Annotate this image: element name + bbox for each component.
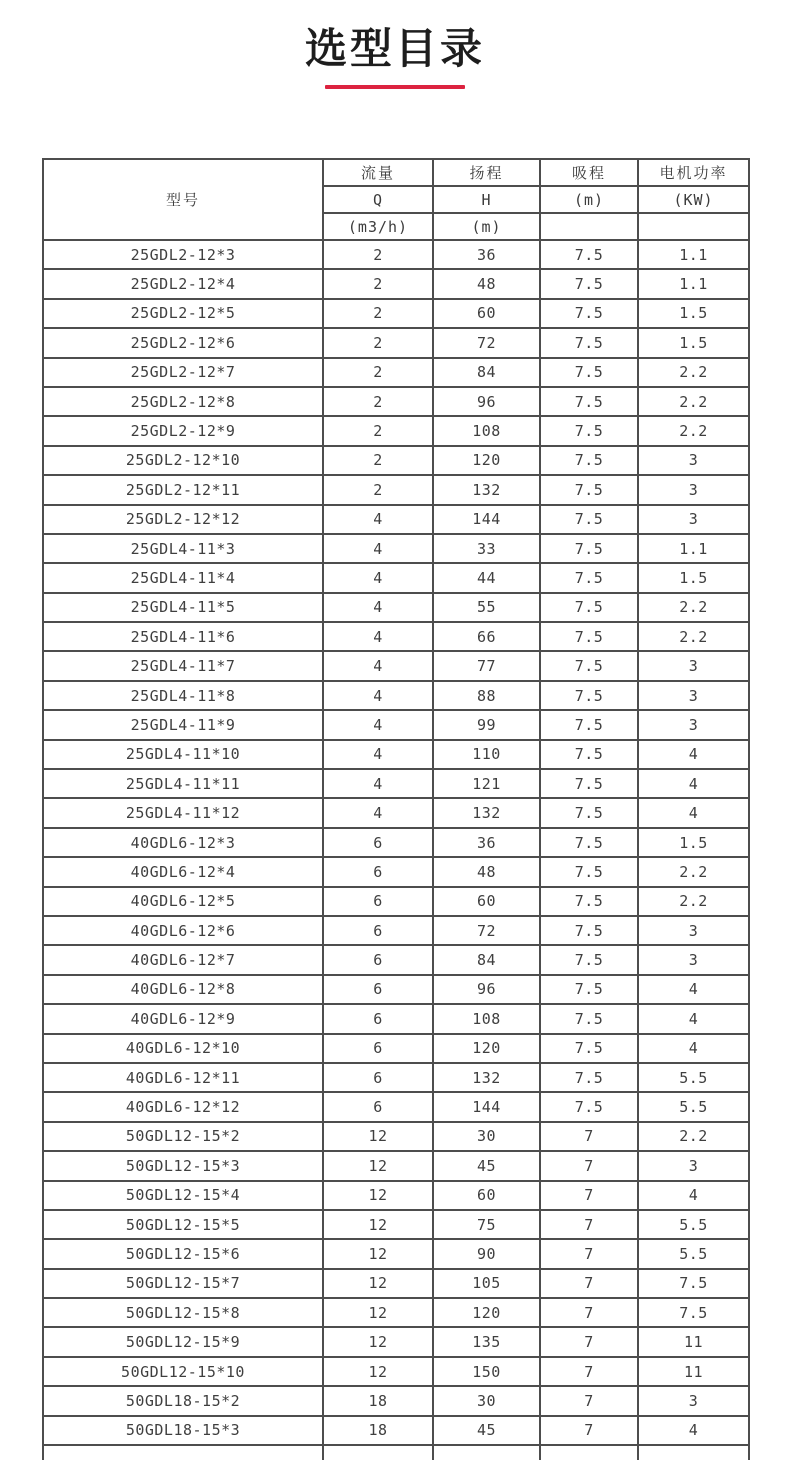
value-cell: 7.5 <box>540 387 638 416</box>
value-cell: 72 <box>433 328 540 357</box>
title-divider <box>325 85 465 89</box>
table-row <box>43 622 749 651</box>
value-cell: 4 <box>638 1416 749 1445</box>
value-cell: 36 <box>433 828 540 857</box>
value-cell: 1.5 <box>638 828 749 857</box>
value-cell: 7.5 <box>540 1034 638 1063</box>
value-cell: 6 <box>323 857 433 886</box>
empty-cell <box>323 1445 433 1460</box>
header-motor-power: 电机功率 <box>638 159 749 186</box>
model-cell: 40GDL6-12*8 <box>43 975 323 1004</box>
value-cell: 7.5 <box>540 269 638 298</box>
table-cutoff <box>43 1445 749 1460</box>
empty-cell <box>433 1445 540 1460</box>
header-model: 型号 <box>43 159 323 240</box>
table-header <box>43 159 749 240</box>
table-row <box>43 387 749 416</box>
value-cell: 48 <box>433 269 540 298</box>
header-head-symbol: H <box>433 186 540 213</box>
table-row <box>43 798 749 827</box>
value-cell: 6 <box>323 945 433 974</box>
header-motor-unit: (KW) <box>638 186 749 213</box>
value-cell: 7.5 <box>540 534 638 563</box>
value-cell: 4 <box>638 1034 749 1063</box>
model-cell: 25GDL2-12*12 <box>43 505 323 534</box>
value-cell: 60 <box>433 887 540 916</box>
value-cell: 2 <box>323 475 433 504</box>
value-cell: 144 <box>433 1092 540 1121</box>
table-row <box>43 975 749 1004</box>
value-cell: 2.2 <box>638 887 749 916</box>
value-cell: 7.5 <box>540 1092 638 1121</box>
empty-cell <box>638 1445 749 1460</box>
value-cell: 11 <box>638 1357 749 1386</box>
model-cell: 50GDL12-15*8 <box>43 1298 323 1327</box>
table-row <box>43 475 749 504</box>
table-row <box>43 1210 749 1239</box>
value-cell: 30 <box>433 1386 540 1415</box>
value-cell: 30 <box>433 1122 540 1151</box>
value-cell: 6 <box>323 1004 433 1033</box>
model-cell: 40GDL6-12*10 <box>43 1034 323 1063</box>
model-cell: 40GDL6-12*12 <box>43 1092 323 1121</box>
value-cell: 7.5 <box>540 299 638 328</box>
table-row <box>43 1063 749 1092</box>
value-cell: 6 <box>323 916 433 945</box>
model-cell: 25GDL4-11*6 <box>43 622 323 651</box>
value-cell: 1.1 <box>638 269 749 298</box>
value-cell: 90 <box>433 1239 540 1268</box>
model-cell: 40GDL6-12*7 <box>43 945 323 974</box>
value-cell: 7 <box>540 1151 638 1180</box>
value-cell: 5.5 <box>638 1210 749 1239</box>
value-cell: 6 <box>323 1092 433 1121</box>
model-cell: 25GDL4-11*10 <box>43 740 323 769</box>
value-cell: 7.5 <box>540 769 638 798</box>
value-cell: 132 <box>433 1063 540 1092</box>
model-cell: 25GDL4-11*5 <box>43 593 323 622</box>
value-cell: 7.5 <box>540 975 638 1004</box>
value-cell: 2.2 <box>638 1122 749 1151</box>
value-cell: 7.5 <box>540 798 638 827</box>
value-cell: 7.5 <box>540 681 638 710</box>
value-cell: 1.1 <box>638 534 749 563</box>
model-cell: 50GDL12-15*5 <box>43 1210 323 1239</box>
model-cell: 25GDL4-11*9 <box>43 710 323 739</box>
model-cell: 25GDL4-11*12 <box>43 798 323 827</box>
value-cell: 4 <box>638 769 749 798</box>
model-cell: 25GDL4-11*4 <box>43 563 323 592</box>
value-cell: 4 <box>638 798 749 827</box>
value-cell: 96 <box>433 387 540 416</box>
value-cell: 44 <box>433 563 540 592</box>
value-cell: 99 <box>433 710 540 739</box>
value-cell: 7.5 <box>540 857 638 886</box>
value-cell: 4 <box>323 534 433 563</box>
value-cell: 2.2 <box>638 358 749 387</box>
value-cell: 7.5 <box>540 945 638 974</box>
value-cell: 132 <box>433 475 540 504</box>
value-cell: 3 <box>638 651 749 680</box>
value-cell: 55 <box>433 593 540 622</box>
value-cell: 7 <box>540 1239 638 1268</box>
value-cell: 4 <box>638 1181 749 1210</box>
value-cell: 2 <box>323 299 433 328</box>
model-cell: 25GDL4-11*3 <box>43 534 323 563</box>
value-cell: 84 <box>433 945 540 974</box>
value-cell: 7.5 <box>540 622 638 651</box>
value-cell: 2 <box>323 240 433 269</box>
model-cell: 25GDL2-12*11 <box>43 475 323 504</box>
value-cell: 7 <box>540 1181 638 1210</box>
value-cell: 2 <box>323 269 433 298</box>
table-row <box>43 1122 749 1151</box>
value-cell: 12 <box>323 1239 433 1268</box>
value-cell: 132 <box>433 798 540 827</box>
value-cell: 4 <box>323 740 433 769</box>
value-cell: 120 <box>433 1034 540 1063</box>
value-cell: 66 <box>433 622 540 651</box>
selection-table <box>42 158 750 1460</box>
value-cell: 84 <box>433 358 540 387</box>
value-cell: 7.5 <box>540 446 638 475</box>
header-suction-unit: (m) <box>540 186 638 213</box>
value-cell: 6 <box>323 975 433 1004</box>
value-cell: 7 <box>540 1269 638 1298</box>
value-cell: 3 <box>638 681 749 710</box>
value-cell: 77 <box>433 651 540 680</box>
value-cell: 3 <box>638 475 749 504</box>
value-cell: 7 <box>540 1210 638 1239</box>
table-row <box>43 1416 749 1445</box>
value-cell: 2.2 <box>638 622 749 651</box>
value-cell: 4 <box>323 769 433 798</box>
value-cell: 3 <box>638 916 749 945</box>
value-cell: 48 <box>433 857 540 886</box>
value-cell: 88 <box>433 681 540 710</box>
model-cell: 25GDL2-12*6 <box>43 328 323 357</box>
value-cell: 4 <box>323 593 433 622</box>
model-cell: 40GDL6-12*5 <box>43 887 323 916</box>
table-row <box>43 358 749 387</box>
table-row <box>43 1004 749 1033</box>
table-row <box>43 916 749 945</box>
value-cell: 3 <box>638 505 749 534</box>
value-cell: 75 <box>433 1210 540 1239</box>
table-row <box>43 328 749 357</box>
model-cell: 25GDL2-12*7 <box>43 358 323 387</box>
value-cell: 7.5 <box>540 416 638 445</box>
value-cell: 72 <box>433 916 540 945</box>
table-row <box>43 446 749 475</box>
model-cell: 25GDL2-12*9 <box>43 416 323 445</box>
value-cell: 6 <box>323 1034 433 1063</box>
value-cell: 7.5 <box>638 1298 749 1327</box>
value-cell: 12 <box>323 1210 433 1239</box>
model-cell: 50GDL12-15*6 <box>43 1239 323 1268</box>
value-cell: 2.2 <box>638 857 749 886</box>
empty-cell <box>43 1445 323 1460</box>
page-title: 选型目录 <box>304 24 485 73</box>
value-cell: 7.5 <box>540 328 638 357</box>
value-cell: 12 <box>323 1181 433 1210</box>
value-cell: 7 <box>540 1357 638 1386</box>
value-cell: 1.1 <box>638 240 749 269</box>
table-row <box>43 740 749 769</box>
model-cell: 25GDL4-11*11 <box>43 769 323 798</box>
value-cell: 7 <box>540 1122 638 1151</box>
model-cell: 25GDL4-11*7 <box>43 651 323 680</box>
model-cell: 40GDL6-12*11 <box>43 1063 323 1092</box>
table-row <box>43 1269 749 1298</box>
table-row <box>43 1151 749 1180</box>
value-cell: 108 <box>433 1004 540 1033</box>
value-cell: 12 <box>323 1327 433 1356</box>
table-row <box>43 1181 749 1210</box>
table-row <box>43 887 749 916</box>
value-cell: 33 <box>433 534 540 563</box>
model-cell: 25GDL2-12*8 <box>43 387 323 416</box>
partial-row <box>43 1445 749 1460</box>
value-cell: 36 <box>433 240 540 269</box>
value-cell: 121 <box>433 769 540 798</box>
value-cell: 4 <box>323 622 433 651</box>
table-row <box>43 857 749 886</box>
header-empty-cell <box>540 213 638 240</box>
table-body <box>43 240 749 1445</box>
value-cell: 6 <box>323 828 433 857</box>
value-cell: 7.5 <box>540 1004 638 1033</box>
table-row <box>43 710 749 739</box>
value-cell: 60 <box>433 1181 540 1210</box>
value-cell: 7.5 <box>540 1063 638 1092</box>
value-cell: 2 <box>323 328 433 357</box>
model-cell: 50GDL12-15*2 <box>43 1122 323 1151</box>
value-cell: 120 <box>433 1298 540 1327</box>
value-cell: 7.5 <box>540 358 638 387</box>
value-cell: 3 <box>638 945 749 974</box>
value-cell: 7.5 <box>540 475 638 504</box>
model-cell: 25GDL2-12*4 <box>43 269 323 298</box>
table-row <box>43 269 749 298</box>
model-cell: 50GDL12-15*4 <box>43 1181 323 1210</box>
value-cell: 108 <box>433 416 540 445</box>
value-cell: 7.5 <box>540 828 638 857</box>
value-cell: 1.5 <box>638 299 749 328</box>
empty-cell <box>540 1445 638 1460</box>
value-cell: 12 <box>323 1151 433 1180</box>
value-cell: 2 <box>323 358 433 387</box>
table-row <box>43 769 749 798</box>
value-cell: 45 <box>433 1151 540 1180</box>
value-cell: 4 <box>323 651 433 680</box>
value-cell: 2 <box>323 446 433 475</box>
value-cell: 11 <box>638 1327 749 1356</box>
value-cell: 4 <box>323 710 433 739</box>
value-cell: 12 <box>323 1298 433 1327</box>
value-cell: 7.5 <box>540 740 638 769</box>
value-cell: 2 <box>323 387 433 416</box>
value-cell: 18 <box>323 1386 433 1415</box>
value-cell: 4 <box>638 740 749 769</box>
value-cell: 4 <box>323 563 433 592</box>
table-row <box>43 240 749 269</box>
value-cell: 7 <box>540 1386 638 1415</box>
table-row <box>43 1034 749 1063</box>
table-row <box>43 828 749 857</box>
table-row <box>43 945 749 974</box>
table-row <box>43 505 749 534</box>
model-cell: 25GDL2-12*10 <box>43 446 323 475</box>
model-cell: 50GDL12-15*9 <box>43 1327 323 1356</box>
selection-table-wrap <box>42 158 748 1460</box>
value-cell: 7.5 <box>540 916 638 945</box>
value-cell: 7.5 <box>540 240 638 269</box>
value-cell: 7 <box>540 1416 638 1445</box>
header-flow: 流量 <box>323 159 433 186</box>
value-cell: 2 <box>323 416 433 445</box>
value-cell: 96 <box>433 975 540 1004</box>
value-cell: 45 <box>433 1416 540 1445</box>
table-row <box>43 1298 749 1327</box>
value-cell: 2.2 <box>638 416 749 445</box>
header-suction: 吸程 <box>540 159 638 186</box>
header-head-unit: (m) <box>433 213 540 240</box>
value-cell: 1.5 <box>638 563 749 592</box>
header-flow-symbol: Q <box>323 186 433 213</box>
model-cell: 50GDL18-15*3 <box>43 1416 323 1445</box>
value-cell: 7.5 <box>540 593 638 622</box>
model-cell: 50GDL12-15*3 <box>43 1151 323 1180</box>
value-cell: 4 <box>638 975 749 1004</box>
value-cell: 60 <box>433 299 540 328</box>
table-row <box>43 1327 749 1356</box>
value-cell: 4 <box>323 681 433 710</box>
model-cell: 25GDL2-12*3 <box>43 240 323 269</box>
header-row-name <box>43 159 749 186</box>
value-cell: 120 <box>433 446 540 475</box>
model-cell: 50GDL18-15*2 <box>43 1386 323 1415</box>
value-cell: 6 <box>323 887 433 916</box>
value-cell: 7 <box>540 1327 638 1356</box>
table-row <box>43 593 749 622</box>
value-cell: 3 <box>638 710 749 739</box>
table-row <box>43 1357 749 1386</box>
value-cell: 1.5 <box>638 328 749 357</box>
header-empty-cell <box>638 213 749 240</box>
value-cell: 7 <box>540 1298 638 1327</box>
table-row <box>43 1239 749 1268</box>
value-cell: 18 <box>323 1416 433 1445</box>
value-cell: 12 <box>323 1357 433 1386</box>
table-row <box>43 1092 749 1121</box>
value-cell: 2.2 <box>638 387 749 416</box>
model-cell: 25GDL4-11*8 <box>43 681 323 710</box>
table-row <box>43 1386 749 1415</box>
value-cell: 3 <box>638 446 749 475</box>
value-cell: 7.5 <box>638 1269 749 1298</box>
table-row <box>43 534 749 563</box>
value-cell: 2.2 <box>638 593 749 622</box>
value-cell: 150 <box>433 1357 540 1386</box>
model-cell: 40GDL6-12*6 <box>43 916 323 945</box>
value-cell: 5.5 <box>638 1092 749 1121</box>
model-cell: 40GDL6-12*4 <box>43 857 323 886</box>
model-cell: 50GDL12-15*7 <box>43 1269 323 1298</box>
table-row <box>43 299 749 328</box>
value-cell: 4 <box>638 1004 749 1033</box>
value-cell: 5.5 <box>638 1239 749 1268</box>
value-cell: 5.5 <box>638 1063 749 1092</box>
value-cell: 3 <box>638 1151 749 1180</box>
value-cell: 144 <box>433 505 540 534</box>
value-cell: 7.5 <box>540 505 638 534</box>
header-flow-unit: (m3/h) <box>323 213 433 240</box>
table-row <box>43 416 749 445</box>
model-cell: 40GDL6-12*3 <box>43 828 323 857</box>
value-cell: 7.5 <box>540 710 638 739</box>
value-cell: 12 <box>323 1122 433 1151</box>
value-cell: 3 <box>638 1386 749 1415</box>
header-head: 扬程 <box>433 159 540 186</box>
table-row <box>43 681 749 710</box>
table-row <box>43 563 749 592</box>
value-cell: 4 <box>323 798 433 827</box>
value-cell: 12 <box>323 1269 433 1298</box>
model-cell: 40GDL6-12*9 <box>43 1004 323 1033</box>
value-cell: 7.5 <box>540 887 638 916</box>
table-row <box>43 651 749 680</box>
value-cell: 7.5 <box>540 651 638 680</box>
value-cell: 105 <box>433 1269 540 1298</box>
value-cell: 135 <box>433 1327 540 1356</box>
value-cell: 6 <box>323 1063 433 1092</box>
value-cell: 4 <box>323 505 433 534</box>
value-cell: 110 <box>433 740 540 769</box>
model-cell: 50GDL12-15*10 <box>43 1357 323 1386</box>
model-cell: 25GDL2-12*5 <box>43 299 323 328</box>
value-cell: 7.5 <box>540 563 638 592</box>
